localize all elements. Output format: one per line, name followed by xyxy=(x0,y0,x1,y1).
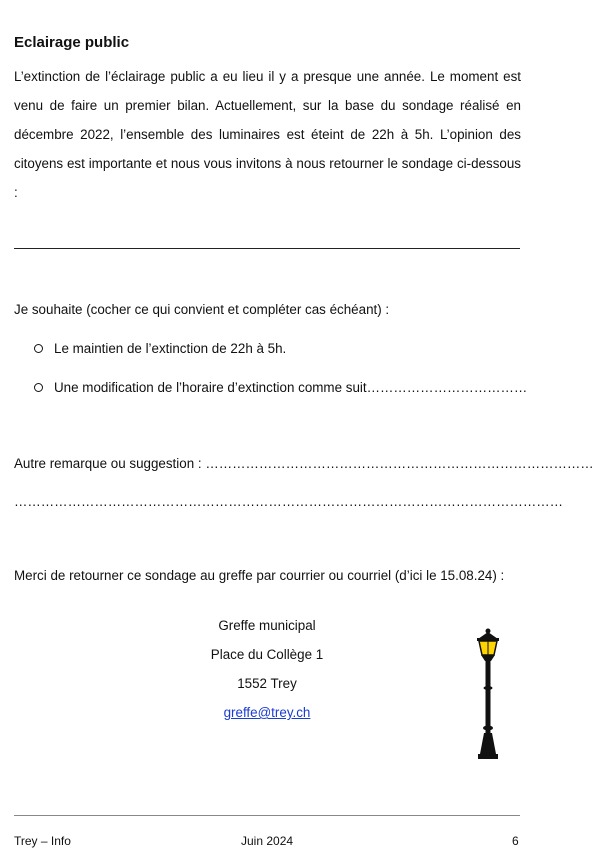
email-link[interactable]: greffe@trey.ch xyxy=(223,705,311,720)
street-lamp-icon xyxy=(468,628,508,763)
option-label: Une modification de l’horaire d’extinction comme suit xyxy=(54,380,367,395)
remark-continuation-dots[interactable]: …………………………………………………………………………………………………………… xyxy=(14,494,564,509)
survey-option-modify[interactable] xyxy=(34,380,527,395)
footer-publication: Trey – Info xyxy=(14,834,71,848)
checkbox-circle-icon[interactable] xyxy=(34,383,43,392)
address-email xyxy=(117,705,417,720)
checkbox-circle-icon[interactable] xyxy=(34,344,43,353)
remark-field[interactable] xyxy=(14,456,594,471)
intro-paragraph: L’extinction de l’éclairage public a eu lieu il y a presque une année. Le moment est venu de faire un premier bilan. Actuellement, sur la base du sondage réalisé en décembre 2022, l’ensemble des luminaires est éteint de 22h à 5h. L’opinion des citoyens est importante et nous vous invitons à nous retourner le sondage ci-dessous : xyxy=(14,69,521,200)
remark-label: Autre remarque ou suggestion : xyxy=(14,456,206,471)
address-office: Greffe municipal xyxy=(218,618,316,633)
fill-in-dots[interactable]: ……………………………… xyxy=(366,380,528,395)
address-street: Place du Collège 1 xyxy=(210,647,324,662)
section-title: Eclairage public xyxy=(14,34,130,51)
survey-option-maintain[interactable] xyxy=(34,341,286,356)
footer-rule xyxy=(14,815,520,816)
remark-dots[interactable]: …………………………………………………………………………… xyxy=(205,456,594,471)
separator-line xyxy=(14,248,520,249)
address-city: 1552 Trey xyxy=(237,676,297,691)
option-label: Le maintien de l’extinction de 22h à 5h. xyxy=(54,341,287,356)
footer-page-number: 6 xyxy=(512,834,519,848)
survey-intro: Je souhaite (cocher ce qui convient et compléter cas échéant) : xyxy=(14,302,390,317)
closing-text: Merci de retourner ce sondage au greffe par courrier ou courriel (d’ici le 15.08.24) : xyxy=(14,568,505,583)
footer-date: Juin 2024 xyxy=(241,834,294,848)
